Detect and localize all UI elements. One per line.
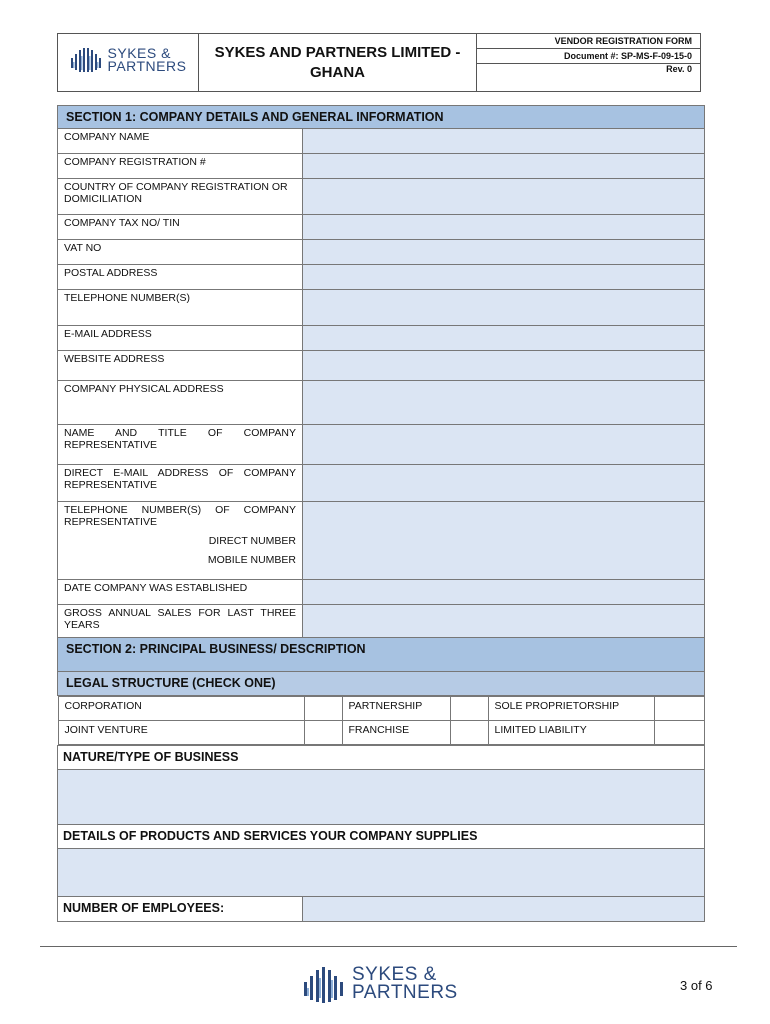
option-franchise-label: FRANCHISE — [342, 721, 450, 745]
vat-no-label: VAT NO — [58, 240, 303, 265]
company-logo — [70, 46, 187, 74]
gross-sales-field[interactable] — [303, 605, 705, 638]
footer-logo-text-line2: PARTNERS — [352, 982, 458, 1003]
form-name: VENDOR REGISTRATION FORM — [477, 34, 701, 49]
company-name-field[interactable] — [303, 129, 705, 154]
vendor-form-table — [57, 105, 705, 922]
website-label: WEBSITE ADDRESS — [58, 351, 303, 381]
option-partnership-label: PARTNERSHIP — [342, 697, 450, 721]
employees-field[interactable] — [303, 897, 705, 922]
postal-address-field[interactable] — [303, 265, 705, 290]
page-number: 3 of 6 — [680, 978, 713, 993]
direct-number-label: DIRECT NUMBER — [208, 535, 296, 547]
email-field[interactable] — [303, 326, 705, 351]
representative-phone-label: TELEPHONE NUMBER(S) OF COMPANY REPRESENTATIVE — [64, 504, 296, 528]
mobile-number-label: MOBILE NUMBER — [207, 554, 296, 566]
option-partnership-checkbox[interactable] — [450, 697, 488, 721]
document-title: SYKES AND PARTNERS LIMITED - GHANA — [199, 34, 477, 92]
company-tax-field[interactable] — [303, 215, 705, 240]
physical-address-label: COMPANY PHYSICAL ADDRESS — [58, 381, 303, 425]
footer-logo — [302, 962, 458, 1006]
document-header — [57, 33, 701, 92]
option-sole-proprietorship-label: SOLE PROPRIETORSHIP — [488, 697, 654, 721]
option-limited-liability-checkbox[interactable] — [654, 721, 704, 745]
country-registration-label: COUNTRY OF COMPANY REGISTRATION OR DOMICILIATION — [58, 179, 303, 215]
representative-email-label: DIRECT E-MAIL ADDRESS OF COMPANY REPRESENTATIVE — [58, 465, 303, 502]
products-services-field[interactable] — [58, 849, 705, 897]
option-corporation-checkbox[interactable] — [304, 697, 342, 721]
company-tax-label: COMPANY TAX NO/ TIN — [58, 215, 303, 240]
option-joint-venture-checkbox[interactable] — [304, 721, 342, 745]
nature-of-business-heading: NATURE/TYPE OF BUSINESS — [58, 746, 705, 770]
representative-phone-field[interactable] — [303, 502, 705, 580]
representative-name-label: NAME AND TITLE OF COMPANY REPRESENTATIVE — [58, 425, 303, 465]
physical-address-field[interactable] — [303, 381, 705, 425]
products-services-heading: DETAILS OF PRODUCTS AND SERVICES YOUR COMPANY SUPPLIES — [58, 825, 705, 849]
option-corporation-label: CORPORATION — [58, 697, 304, 721]
option-joint-venture-label: JOINT VENTURE — [58, 721, 304, 745]
option-sole-proprietorship-checkbox[interactable] — [654, 697, 704, 721]
company-registration-label: COMPANY REGISTRATION # — [58, 154, 303, 179]
option-limited-liability-label: LIMITED LIABILITY — [488, 721, 654, 745]
footer-logo-mark-icon — [302, 962, 346, 1006]
option-franchise-checkbox[interactable] — [450, 721, 488, 745]
date-established-field[interactable] — [303, 580, 705, 605]
date-established-label: DATE COMPANY WAS ESTABLISHED — [58, 580, 303, 605]
footer-logo-text-line1: SYKES & — [352, 964, 437, 985]
document-number: Document #: SP-MS-F-09-15-0 — [477, 48, 701, 63]
logo-text-line1: SYKES & — [107, 45, 171, 61]
logo-text-line2: PARTNERS — [107, 58, 187, 74]
postal-address-label: POSTAL ADDRESS — [58, 265, 303, 290]
logo-mark-icon — [70, 46, 104, 74]
telephone-field[interactable] — [303, 290, 705, 326]
website-field[interactable] — [303, 351, 705, 381]
representative-email-field[interactable] — [303, 465, 705, 502]
company-name-label: COMPANY NAME — [58, 129, 303, 154]
legal-structure-grid — [58, 696, 705, 745]
vat-no-field[interactable] — [303, 240, 705, 265]
legal-structure-heading: LEGAL STRUCTURE (CHECK ONE) — [58, 672, 705, 696]
employees-label: NUMBER OF EMPLOYEES: — [58, 897, 303, 922]
section2-heading: SECTION 2: PRINCIPAL BUSINESS/ DESCRIPTION — [58, 638, 705, 672]
revision-number: Rev. 0 — [477, 63, 701, 91]
nature-of-business-field[interactable] — [58, 770, 705, 825]
gross-sales-label: GROSS ANNUAL SALES FOR LAST THREE YEARS — [58, 605, 303, 638]
representative-phone-cell — [58, 502, 303, 580]
company-registration-field[interactable] — [303, 154, 705, 179]
representative-name-field[interactable] — [303, 425, 705, 465]
country-registration-field[interactable] — [303, 179, 705, 215]
footer-divider — [40, 946, 737, 947]
email-label: E-MAIL ADDRESS — [58, 326, 303, 351]
telephone-label: TELEPHONE NUMBER(S) — [58, 290, 303, 326]
section1-heading: SECTION 1: COMPANY DETAILS AND GENERAL INFORMATION — [58, 106, 705, 129]
header-logo-cell — [58, 34, 199, 92]
